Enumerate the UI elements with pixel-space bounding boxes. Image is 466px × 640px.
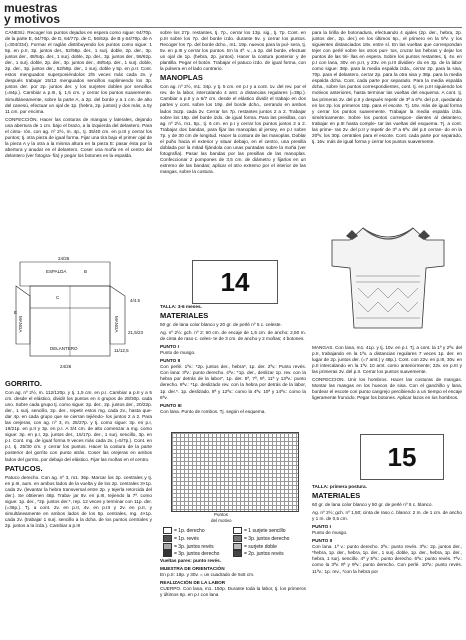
legend-item-6 [233, 535, 303, 543]
materiales-14-heading: MATERIALES [160, 311, 209, 321]
label-manga-left: MANGA [18, 316, 23, 333]
swatch-white [163, 527, 172, 534]
punto-1-15-heading: PUNTO I [312, 524, 331, 530]
patucos-text: Patuco derecho. Con ag. nº 3, m1. 36p. Marcar los 2p. centrales y tj. en p.III, aum. en ambos lados de la vuelta y de los 2p. centrales 3×1p. cada 2v. (levantar la hebra transversal entre 2p. y tejerla retorcida del der.). Se obtienen 48p. Traba- jar 8v. en p.III, tejiendo la 7ª. como sigue: 1p. der., *2p. juntos der.*, rep. 12 veces y terminar con 11p. der. (=36p.). Tj. a cont. 2v. en p.II, 4v. en p.III y 2v. en p.II, y simultáneamente en ambos lados de los 5p. centrales, mg. 4×1p. cada 2v. (trabajar 1 surj. sencillo a la dcha. de los puntos centrales y 2p. juntos a la izda.). Cambiar a p.III [5, 474, 152, 528]
mangas-text: MANGAS. Con lana, m1. 41p. y tj. 10v. en p.I. Tj. a cont. la 1ª y 2ªv. del p.II, trabajando en la 1ªv. a distancias regulares 7 veces 1p. der. en lugar de 2p. juntos der. (=7 amt.) y 48p.). Cont. con 22v. en p.III, 30v. en p.II intercalando en la 1ªv. 10 amt. como anteriormente; 22v. en p.III y las primeras 2v. del p.II. Cerrar los puntos suavemente. [312, 345, 462, 375]
legend-item-1 [163, 527, 233, 535]
legend-text-4: = 3p. juntos derecho [174, 551, 220, 558]
legend-item-3 [163, 543, 233, 551]
garment-schematic [10, 258, 155, 374]
cuerpo-continued-text: para la tirilla de botonadura, efectuando 4 ojales (2p. der., hebra, 2p. juntos der., 2p. der.) en los últimos 6p., el primero en la 5ªv. y los siguientes distanciados 18v. entre sí. En las vueltas que correspondan tejer con perlé sobre los otros pun- tos, cruzar las hebras y dejar los puntos de las tiri- llas en espera. Sobre los puntos restantes, tj. 4v. en p.I con lana, 30v. en p.II, y 23v. en p.III dividien- do en 3p. de la labor como sigue: 38p. para la media espalda izda., cerrar 2p. para la sisa, 70p. para el delantero, cerrar 2p. para la otra sisa y 38p. para la media espalda dcha. Cont. cada parte por separado. Para la media espalda dcha., sobre los puntos correspondientes, cont. tj. en p.III siguiendo los motivos anteriores, hasta terminar las vueltas del esquema. A cont. tj. las primeras 2v. del p.II y después repetir de 3ª a 6ªv. del p.II, quedando en los 2p. los primeros 18p. para el escote. Tj. 16v. más de igual forma y cerrar los puntos suavemente. Trabajar la media espalda izda. simétricamente. Sobre los puntos correspon- dientes al delantero, trabajar en p.III hasta comple- tar las vueltas del esquema. Tj. a cont. las prime- ras 2v. del p.II y repetir de 3ª a 6ªv. del p.II cerran- do en la 20ªv. los 30p. centrales para el escote. Cont. cada parte por separado, tj. 16v. más de igual forma y cerrar los puntos suavemente. [312, 30, 462, 144]
punto-2-heading: PUNTO II [160, 358, 181, 364]
pattern-number-14 [192, 260, 278, 304]
confeccion-15-text: CONFECCION. Unir los hombros. Hacer las costuras de mangas. Montar las mangas en los huecos de sisa. Con el ganchillo y lana, bordear el escote con punto cangrejo percibiendo a un tiempo el encaje ligeramente fruncido. Pegar los botones. Aplicar lazos en los hombros. [312, 377, 462, 401]
legend-text-1: = 1p. derecho [174, 527, 205, 534]
legend-text-3: = 3p. juntos revés [174, 543, 214, 550]
legend-item-7 [233, 543, 303, 551]
column-3-middle [312, 345, 462, 403]
grid-caption-1: Puntos [214, 512, 229, 517]
agujas-15-text: Ag. nº 2½; gch. nº 1,50; cinta de raso c. blanco: 2 m. de 1 cm. de ancho y 1 m. de 0,5 cm. [312, 510, 462, 522]
number-14-label: 14 [220, 266, 250, 297]
header-rule [4, 27, 462, 28]
label-delantero: DELANTERO [50, 346, 78, 351]
legend-text-5: = 1 surjete sencillo [244, 527, 286, 534]
dress-photo-svg [318, 218, 458, 340]
legend-text-6: = 3p. juntos derecho [244, 535, 290, 542]
vueltas-pares-text: Vueltas pares: punto revés. [160, 558, 222, 563]
stitch-legend [163, 527, 303, 558]
gorrito-text: Con ag. nº 2½, m. 112/120p. y tj. 1,5 cm. en p.I. Cambiar a p.II y a 5 cm. desde el elástico, dividir los puntos en 4 grupos de 28/30p. cada uno. Sobre cada grupo tj. como sigue: 2p. der., 2p. juntos der., 20/22p. der., 1 surj. sencillo, 2p. der., repetir estos mg. cada 2v., hasta que- dar 4p. en cada grupo que se cierran tejiéndo- los juntos 2 a 2. Para las orejeras, con ag. nº 3, m. 25/27p. y tj. como sigue: 3p. en p.I, 19/21p. en p.II y 3p. en p.I. A 3/4 cm. de alto comenzar a mg. como sigue: 3p. en p.I, 2p. juntos der., 15/17p. der., 1 surj. sencillo, 3p. en p.I. Cont. mg. de igual forma 9 veces más cada 2v. (=5/7p.). Cont. en p.I, tj. 25/30 cm. y cerrar los puntos. Hacer la costura de la parte posterior del gorrito con punto atrás. Coser las orejeras en ambos lados del gorrito, por debajo del elástico. Fijar las moñas en el centro. [5, 390, 152, 462]
punto-1-15-text: Punto de musgo. [312, 530, 348, 536]
brand-line-1: muestras [4, 1, 58, 15]
legend-text-8: = 2p. juntos revés [244, 551, 284, 558]
talla-14: TALLA: 3-6 meses. [160, 304, 202, 309]
materiales-15-heading: MATERIALES [312, 491, 361, 501]
page-header [4, 3, 462, 25]
label-4-45: 4/4.5 [130, 298, 141, 303]
materiales-14-text: 50 gr. de lana color blanco y 20 gr. de perlé nº 5 c. celeste. [160, 322, 282, 328]
punto-2-text: Con perlé. 1ªv.: *2p. juntos der., hebra*, 1p. der. 2ªv.: Punto revés. Con lana: 3ªv.: punto derecho. 4ªv.: *1p. der., deslizar 1p. rev. con la hebra por detrás de la labor*, 1p. der. 5ª, 7ª, 9ª, 11ª y 13ªv.: punto derecho. 6ªv.: *1p. deslizado rev. con la hebra por detrás de la labor, 1p. der.*. 1p. deslizado. 8ª y 12ªv.: como la 4ªv. 10ª y 14ªv.: como la 6ªv. [160, 364, 306, 400]
realizacion-heading: REALIZACIÓN DE LA LABOR [160, 580, 226, 586]
column-3-top [312, 30, 462, 147]
muestra-text: En p.II: 18p. y 30v. = un cuadrado de 5x5 cm. [160, 572, 255, 578]
label-11-125: 11/12,5 [114, 348, 129, 353]
label-e: E [14, 310, 18, 315]
legend-item-2 [163, 535, 233, 543]
schematic-svg [10, 258, 155, 374]
stitch-chart-grid [171, 432, 299, 512]
punto-1-heading: PUNTO I [160, 344, 179, 350]
brand-logo [4, 3, 60, 25]
realizacion-text: CUERPO. Con lana, m1. 150p. Durante toda la labor, tj. los primeros y últimos 6p. en p.I con lana [160, 586, 306, 598]
brand-line-2: y motivos [4, 12, 61, 26]
punto-2-15-heading: PUNTO II [312, 538, 333, 544]
swatch-5 [233, 527, 242, 534]
grid-caption-2: del motivo [211, 518, 232, 523]
column-2-top [160, 30, 306, 177]
label-c: C [56, 295, 60, 300]
punto-1-text: Punto de musgo. [160, 350, 196, 356]
column-2-bottom [160, 558, 306, 600]
canesu-text: CANESÚ. Recoger los puntos dejados en espera como sigue: 64/70p. de la parte E, 64/70p. de D, 64/77p. de C, 56/62p. de B y 64/70p. de A (=304/334). Formar el raglán distribuyendo los puntos como sigue: 1 5p. en p.II, 3p. juntos der., 52/58p. der., 1 surj. doble, 2p. der., 3p. juntos der., 48/54p. der., 1 surj. doble, 2p. der., 3p. juntos der., 56/62p. der., 1 surj. doble, 2p. der., 3p. juntos der., 48/54p. der., 1 surj. doble, 2p. der., 3p. juntos der., 52/58p. der., 1 surj. doble y 5p. en p.II. Cont. estos menguados superponiéndolos 2/5 veces más cada 2v. y después trabajar 15/12 menguados sencillos suplimiendo los 3p. juntos der. por 2p. juntos der. y los surjetes dobles por sencillos (=84p.). Cambiar a p.III, tj. 1,5 cm. y cerrar los puntos suavemente. Simultáneamente, sobre la parte A, a 2p. del borde y a 1 cm. de alto del canesú, efectuar un ojal de 1p. (hebra, 2p. juntos) y dos más, a 5y 11 cm. por encima. [5, 30, 152, 114]
punto-3-heading: PUNTO III [160, 402, 182, 408]
dress-photo [318, 218, 458, 340]
patucos-continued-text: sobre los 27p. restantes, tj. 7p., cerrar los 13p. sig., tj. 7p. Cont. en p.III sobre los 7p. del borde izdo. durante 5v. y cerrar los puntos. Recoger los 7p. del borde dcho., m1. 19p. nuevos para la pul- sera, tj. 5v. en p.III y cerrar los puntos. En la 4ª. v., a 2p. del borde, efectuar un ojal de 1p. (hebra, 2p. juntos). Hacer la costura posterior y de plantilla. Pegar el botón. Trabajar el patuco izdo. de igual forma, con la pulsera en el lado contrario. [160, 30, 306, 72]
label-width-top: 24/26 [58, 256, 70, 261]
label-b: B [84, 269, 88, 274]
materiales-15-text: 60 gr. de lana color blanco y 50 gr. de perlé nº 5 c. blanco. [312, 502, 433, 508]
muestra-heading: MUESTRA DE ORIENTACIÓN [160, 566, 225, 572]
manoplas-text: Con ag. nº 2½, m1. 34p. y tj. 5 cm. en p.I y a cont. 1v. del rev. por el rev. de la labor, intercalando 4 amt. a distancias regulares (=38p.). Cambiar a p.II y a 6/7 cm. desde el elástico dividir el trabajo en dos partes y cont. sobre los 19p. del borde dcho., cerrando en ambos lados 3x2p. cada 2v. Cerrar los 7p. restantes juntos 2 a 2. Trabajar sobre los 19p. del borde izdo. de igual forma. Para las presillas, con ag. nº 2½, m1. 5p., tj. 6 cm. en p.I y cerrar los puntos juntos 2 a 2. Trabajar dos bandas, para fijar las manoplas al jersey, en p.I sobre 7p. y de 30 cm de longitud. Hacer la costura de las manoplas. Doblar el puño hacia el exterior y situar debajo, en el centro, una presilla doblada por la mitad fijándola con unas puntadas sobre la moña (ver fotografía). Pasar las bandas por las presillas de las manoplas. Confeccionar 2 pompones de 3,5 cm. de diámetro y fijarlos en un extremo de las bandas; aplicar el otro extremo por el interior de las mangas, sobre la costura. [160, 84, 306, 174]
label-width-bottom: 24/26 [60, 364, 72, 369]
swatch-dark [163, 535, 172, 542]
legend-text-7: = surjete doble [244, 543, 277, 550]
column-3-bottom [312, 484, 462, 577]
swatch-gray [163, 543, 172, 550]
talla-15: TALLA: primera postura. [312, 484, 367, 489]
gorrito-heading: GORRITO. [5, 379, 42, 388]
number-15-label: 15 [387, 441, 417, 472]
swatch-6 [233, 535, 242, 542]
column-2-middle [160, 304, 306, 417]
agujas-14-text: Ag. nº 2½: gch. nº 2: 60 cm. de encaje de 1,5 cm. de ancho; 2,50 m. de cinta de raso c. celes- te de 3 cm. de ancho y 2 moñas; 4 botones. [160, 330, 306, 342]
patucos-heading: PATUCOS. [5, 463, 43, 473]
manoplas-heading: MANOPLAS [160, 73, 203, 83]
column-1-bottom [5, 378, 152, 531]
label-manga-right: MANGA [114, 316, 119, 333]
label-215-23: 21,5/23 [128, 330, 144, 335]
label-espalda: ESPALDA [46, 269, 67, 274]
confeccion-text: CONFECCIÓN. Hacer las costuras de mangas y laterales, dejando una abertura de 1 cm. bajo el brazo, a la izquierda del delantero. Para el cintu- rón, con ag. nº 2½, m. 4p., tj. 35/40 cm. en p.III y cerrar los puntos; tj. otra pieza de igual forma. Fijar una tira bajo el primer ojal de la pieza A y la otra a la misma altura en la pieza E: pasar ésta por la abertura y anudar en el delantero. Coser una moña en el centro del delantero (ver fotogra- fía) y pegar los botones en la espalda. [5, 116, 152, 158]
column-1-top [5, 30, 152, 161]
swatch-8 [233, 550, 242, 557]
legend-item-5 [233, 527, 303, 535]
legend-text-2: = 1p. revés [174, 535, 199, 542]
swatch-black [163, 550, 172, 557]
punto-2-15-text: Con lana. 1ª v.: punto derecho. 2ªv.: punto revés. 3ªv.: 2p. juntos der., *hebra, 1p. der., hebra, 1p. der., 1 surj. doble, 1p. der., hebra, 1p. der., hebra, 1 surj. sencillo. 4ª y 5ªv.: punto derecho. 6ªv.: punto revés. 7ªv.: como la 3ªv. 8ª y 9ªv.: punto derecho. Con perlé. 10ªv.: punto revés. 11ªv.: 1p. rev., *con la hebra por [312, 544, 462, 574]
swatch-7 [233, 543, 242, 550]
pattern-number-15 [360, 434, 444, 480]
punto-3-text: Con lana. Punto de rombos. Tj. según el esquema. [160, 408, 266, 414]
